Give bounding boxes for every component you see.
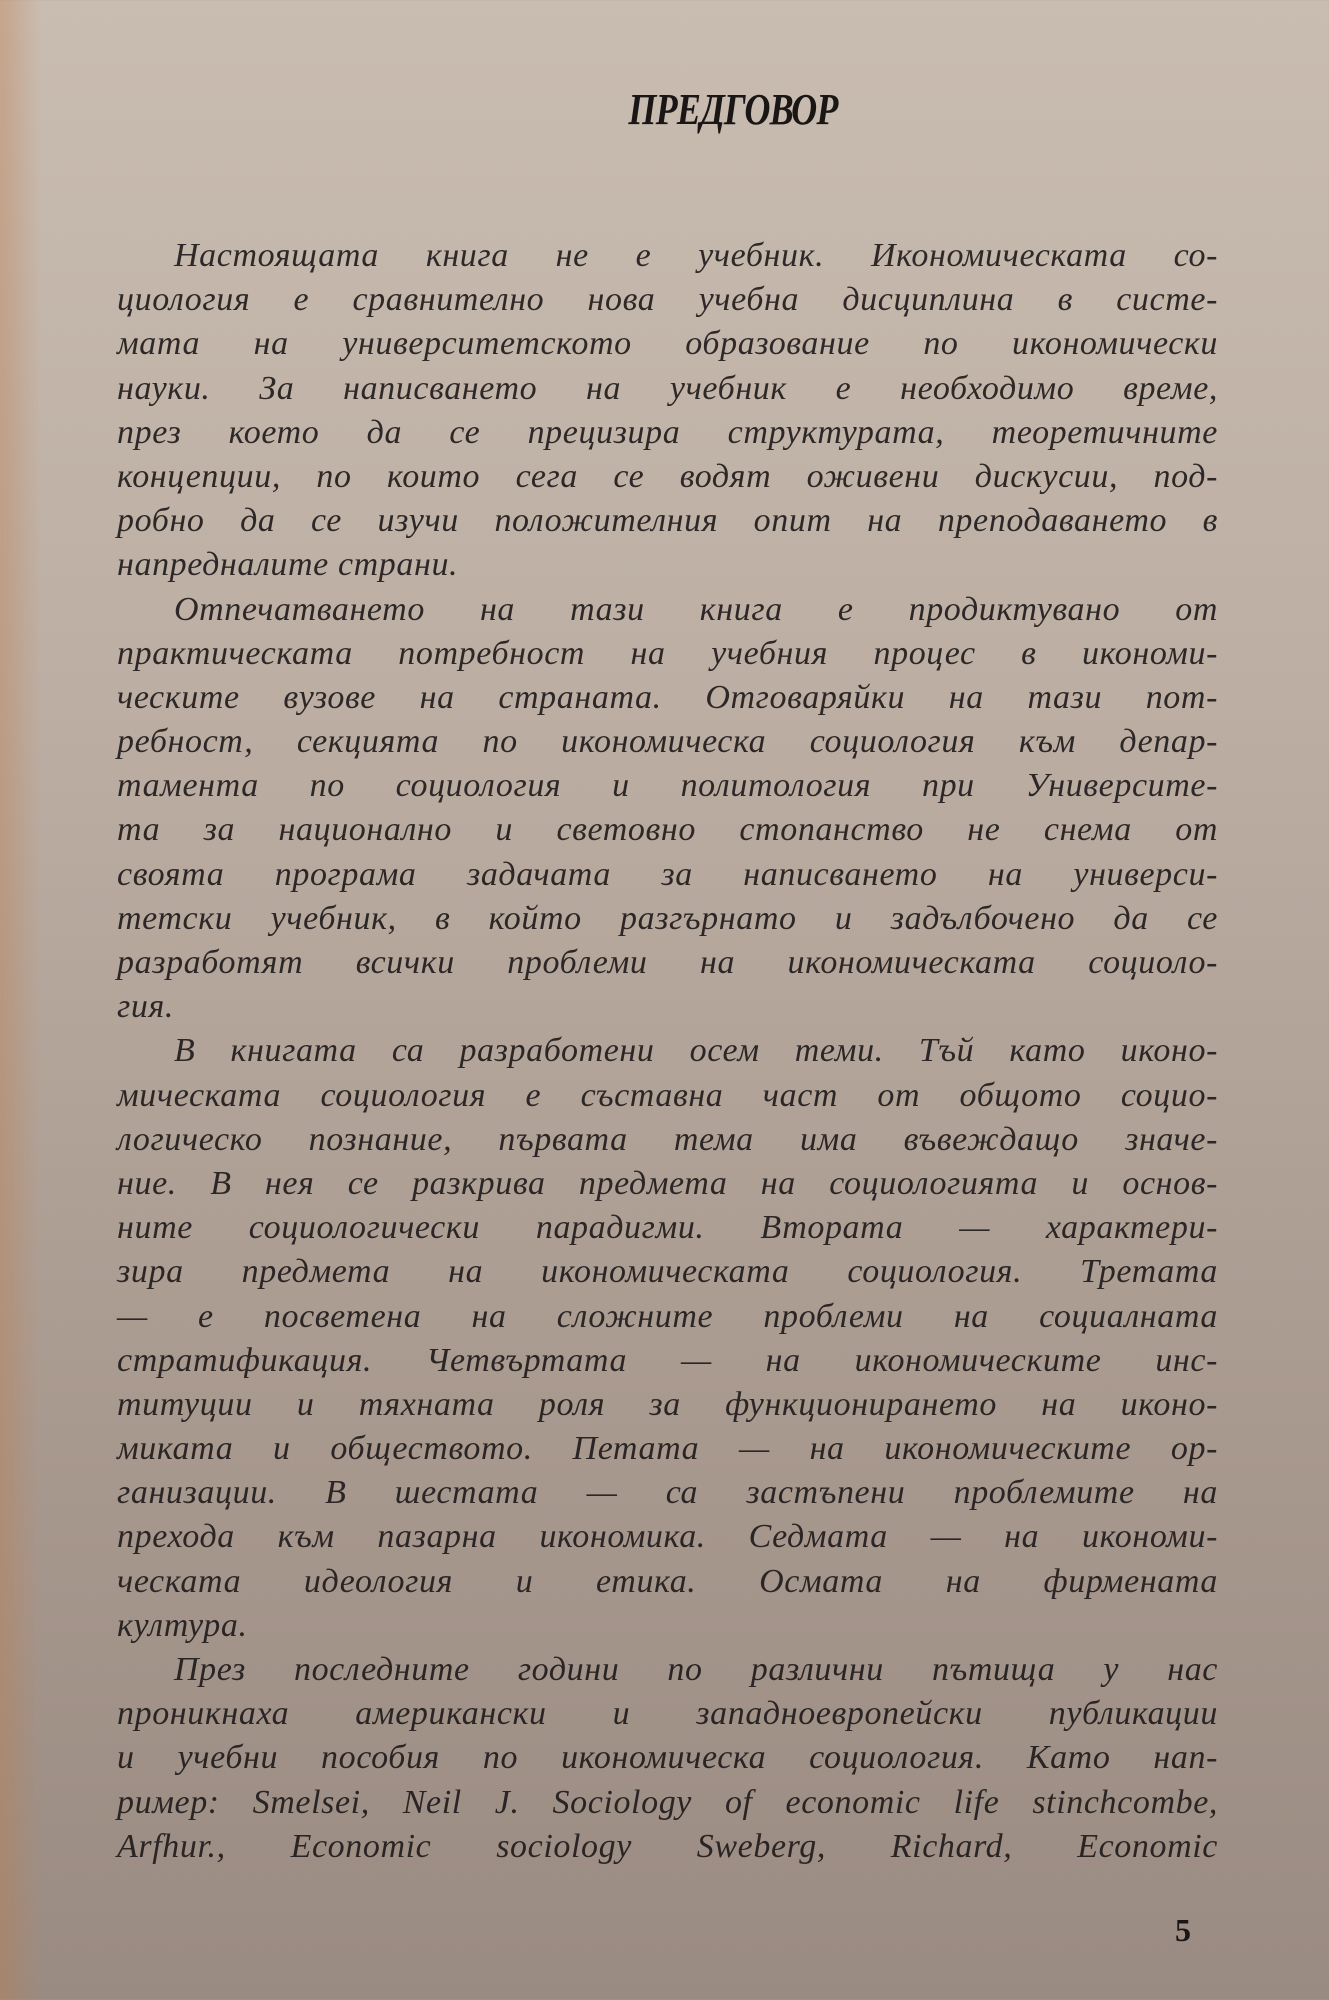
- paragraph: [117, 588, 1218, 1030]
- text-line: проникнаха американски и западноевропейски публикации: [117, 1695, 1218, 1733]
- text-line: ние. В нея се разкрива предмета на социологията и основ-: [117, 1164, 1218, 1202]
- text-line: мата на университетското образование по икономически: [117, 325, 1218, 363]
- text-line: своята програма задачата за написването на универси-: [117, 855, 1218, 893]
- body-text: [117, 234, 1218, 1869]
- text-line: циология е сравнително нова учебна дисциплина в систе-: [117, 281, 1218, 319]
- text-line: ческата идеология и етика. Осмата на фирмената: [117, 1562, 1218, 1600]
- text-line: Отпечатването на тази книга е продиктувано от: [174, 590, 1218, 628]
- text-line: тетски учебник, в който разгърнато и задълбочено да се: [117, 899, 1218, 937]
- text-line: практическата потребност на учебния процес в икономи-: [117, 634, 1218, 672]
- paragraph: [117, 1029, 1218, 1648]
- text-line: науки. За написването на учебник е необходимо време,: [117, 369, 1218, 407]
- text-line: култура.: [117, 1606, 248, 1644]
- paragraph: [117, 234, 1218, 588]
- text-line: тамента по социология и политология при Университе-: [117, 767, 1218, 805]
- paragraph: [117, 1648, 1218, 1869]
- text-line: логическо познание, първата тема има въвеждащо значе-: [117, 1120, 1218, 1158]
- text-line: ните социологически парадигми. Втората — характери-: [117, 1209, 1218, 1247]
- text-line: напредналите страни.: [117, 546, 459, 584]
- text-line: ребност, секцията по икономическа социология към депар-: [117, 723, 1218, 761]
- text-line: стратификация. Четвъртата — на икономическите инс-: [117, 1341, 1218, 1379]
- text-line: Arfhur., Economic sociology Sweberg, Richard, Economic: [117, 1827, 1218, 1865]
- text-line: ческите вузове на страната. Отговаряйки на тази пот-: [117, 678, 1218, 716]
- text-line: — е посветена на сложните проблеми на социалната: [117, 1297, 1218, 1335]
- text-line: Настоящата книга не е учебник. Икономическата со-: [174, 237, 1218, 274]
- text-line: мическата социология е съставна част от общото социо-: [117, 1076, 1218, 1114]
- text-line: прехода към пазарна икономика. Седмата — на икономи-: [117, 1518, 1218, 1556]
- text-line: през което да се прецизира структурата, теоретичните: [117, 413, 1218, 451]
- text-line: та за национално и световно стопанство не снема от: [117, 811, 1218, 849]
- text-line: В книгата са разработени осем теми. Тъй като иконо-: [174, 1032, 1218, 1070]
- text-line: концепции, по които сега се водят оживени дискусии, под-: [117, 457, 1218, 495]
- page-title: ПРЕДГОВОР: [628, 85, 838, 134]
- text-line: зира предмета на икономическата социология. Третата: [117, 1253, 1218, 1291]
- text-line: и учебни пособия по икономическа социология. Като нап-: [117, 1739, 1218, 1777]
- text-line: робно да се изучи положителния опит на преподаването в: [117, 502, 1218, 540]
- text-line: ганизации. В шестата — са застъпени проблемите на: [117, 1474, 1218, 1512]
- text-line: гия.: [117, 988, 174, 1026]
- text-line: разработят всички проблеми на икономическата социоло-: [117, 944, 1218, 981]
- page-number: 5: [1175, 1912, 1191, 1948]
- text-line: През последните години по различни пътища у нас: [174, 1651, 1218, 1688]
- text-line: ример: Smelsei, Neil J. Sociology of economic life stinchcombe,: [117, 1783, 1218, 1821]
- text-line: миката и обществото. Петата — на икономическите ор-: [117, 1430, 1218, 1468]
- text-line: титуции и тяхната роля за функционирането на иконо-: [117, 1385, 1218, 1423]
